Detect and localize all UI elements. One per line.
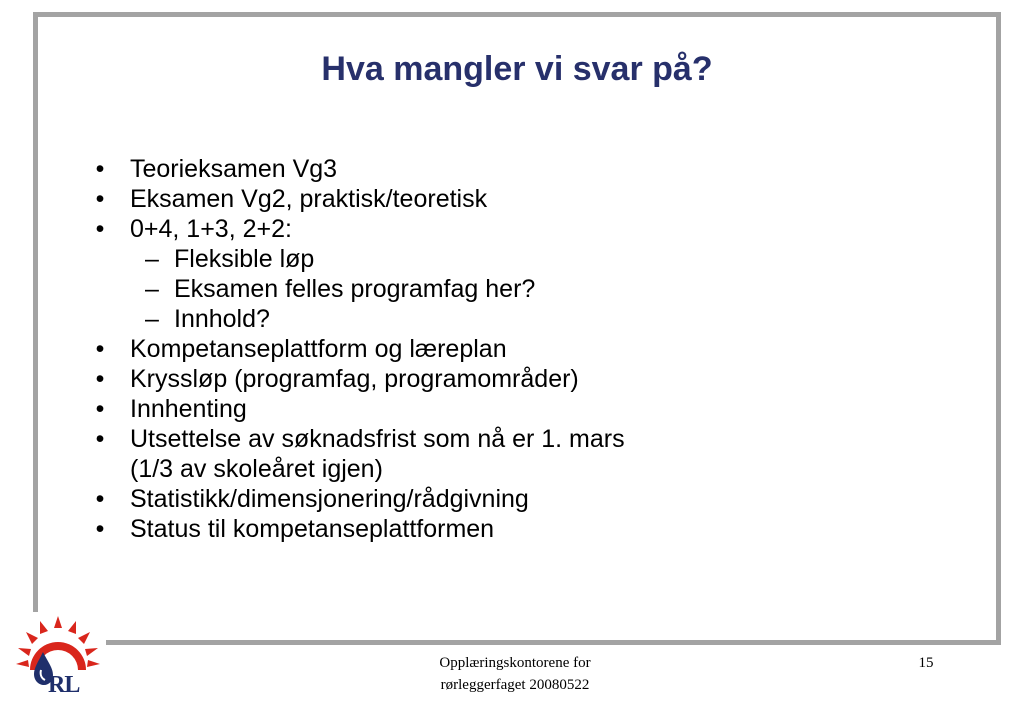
- svg-text:RL: RL: [48, 672, 80, 696]
- bullet-text: Kryssløp (programfag, programområder): [130, 365, 579, 393]
- bullet-item: [90, 154, 970, 184]
- sub-bullet-item: [90, 244, 970, 274]
- bullet-list: [90, 154, 970, 544]
- slide-title: Hva mangler vi svar på?: [321, 50, 713, 88]
- dash-marker: –: [145, 245, 159, 273]
- bullet-item: [90, 184, 970, 214]
- bullet-item: [90, 514, 970, 544]
- bullet-marker: •: [95, 365, 105, 393]
- bullet-marker: •: [95, 395, 105, 423]
- bullet-text: Utsettelse av søknadsfrist som nå er 1. mars: [130, 425, 625, 453]
- bullet-item: [90, 334, 970, 364]
- bullet-marker: •: [95, 335, 105, 363]
- bullet-text: Eksamen Vg2, praktisk/teoretisk: [130, 185, 488, 213]
- bullet-marker: •: [95, 485, 105, 513]
- bullet-text: Status til kompetanseplattformen: [130, 515, 495, 543]
- orl-sun-logo-icon: [10, 612, 106, 696]
- dash-marker: –: [145, 305, 159, 333]
- bullet-continuation: [90, 454, 970, 484]
- bullet-item: [90, 214, 970, 244]
- bullet-text: Teorieksamen Vg3: [130, 155, 338, 183]
- bullet-text: Statistikk/dimensjonering/rådgivning: [130, 485, 529, 513]
- footer-line-2: rørleggerfaget 20080522: [440, 677, 590, 693]
- sub-bullet-item: [90, 304, 970, 334]
- bullet-marker: •: [95, 215, 105, 243]
- bullet-text: Innhenting: [130, 395, 247, 423]
- bullet-text: Kompetanseplattform og læreplan: [130, 335, 507, 363]
- bullet-item: [90, 364, 970, 394]
- bullet-marker: •: [95, 185, 105, 213]
- bullet-text: (1/3 av skoleåret igjen): [130, 455, 383, 483]
- bullet-marker: •: [95, 425, 105, 453]
- bullet-marker: •: [95, 155, 105, 183]
- bullet-text: 0+4, 1+3, 2+2:: [130, 215, 292, 243]
- dash-marker: –: [145, 275, 159, 303]
- sub-bullet-item: [90, 274, 970, 304]
- orl-logo: [10, 612, 106, 696]
- sub-bullet-text: Eksamen felles programfag her?: [174, 275, 536, 303]
- bullet-item: [90, 394, 970, 424]
- page-number: 15: [918, 655, 934, 671]
- bullet-item: [90, 424, 970, 454]
- bullet-marker: •: [95, 515, 105, 543]
- bullet-item: [90, 484, 970, 514]
- footer-line-1: Opplæringskontorene for: [439, 655, 591, 671]
- sub-bullet-text: Innhold?: [174, 305, 270, 333]
- footer-caption: [400, 652, 630, 696]
- slide-frame: [33, 12, 1001, 645]
- sub-bullet-text: Fleksible løp: [174, 245, 315, 273]
